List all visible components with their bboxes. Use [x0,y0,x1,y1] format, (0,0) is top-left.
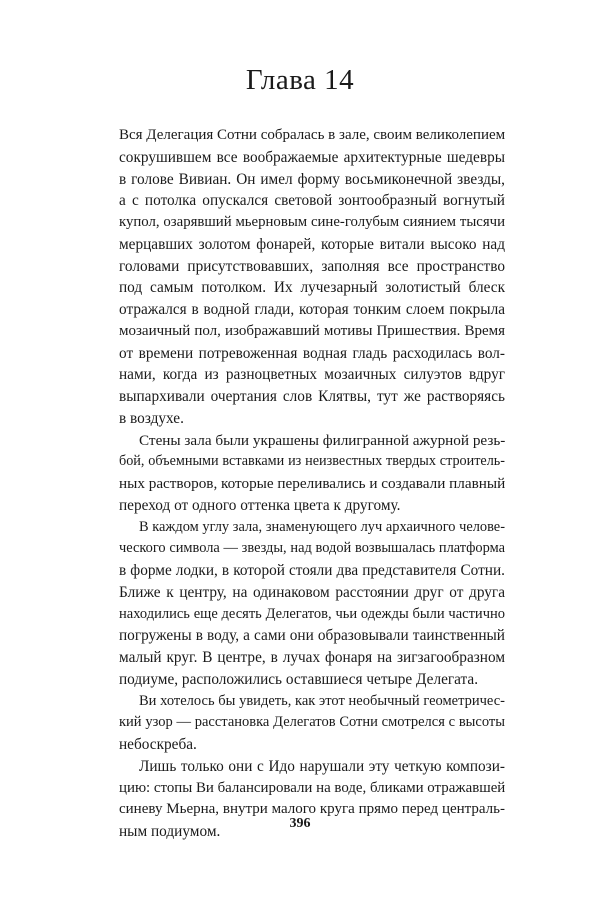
text-line: переход от одного оттенка цвета к другому. [119,496,401,514]
text-line: цию: стопы Ви балансировали на воде, бликами отражавшей [119,779,506,796]
text-line: ных растворов, которые переливались и создавали плавный [119,475,506,492]
text-line: Стены зала были украшены филигранной ажурной резь- [139,431,506,449]
text-line: нами, когда из разноцветных мозаичных силуэтов вдруг [119,366,505,384]
text-line: Лишь только они с Идо нарушали эту четкую компози- [139,757,505,775]
text-line: а с потолка опускался световой зонтообразный вогнутый [119,192,505,210]
text-line: в воздухе. [119,409,184,427]
text-line: кий узор — расстановка Делегатов Сотни смотрелся с высоты [119,714,505,731]
text-line: ческого символа — звезды, над водой возвышалась платформа [119,540,505,557]
text-line: сокрушившем все воображаемые архитектурные шедевры [119,148,505,166]
text-line: в голове Вивиан. Он имел форму восьмиконечной звезды, [119,170,505,188]
text-line: синеву Мьерна, внутри малого круга прямо перед централь- [119,801,505,818]
text-line: под самым потолком. Их лучезарный золотистый блеск [119,279,505,297]
text-line: погружены в воду, а сами они образовывали таинственный [119,627,505,645]
text-line: от времени потревоженная водная гладь расходилась вол- [119,344,505,362]
paragraph [119,430,505,517]
text-line: головами присутствовавших, заполняя все пространство [119,257,505,275]
paragraph [119,125,505,430]
text-line: мозаичный пол, изображавший мотивы Пришествия. Время [119,322,505,339]
text-line: небоскреба. [119,736,197,753]
text-line: в форме лодки, в которой стояли два представителя Сотни. [119,562,505,579]
text-line: Вся Делегация Сотни собралась в зале, своим великолепием [119,127,506,143]
body-text [119,125,505,843]
text-line: ным подиумом. [119,823,221,840]
chapter-title: Глава 14 [245,64,355,96]
text-line: подиуме, расположились оставшиеся четыре Делегата. [119,670,479,688]
text-line: Ближе к центру, на одинаковом расстоянии друг от друга [119,583,505,601]
text-line: выпархивали очертания слов Клятвы, тут же растворяясь [119,388,505,405]
text-line: находились еще десять Делегатов, чьи одежды были частично [119,605,505,622]
text-line: Ви хотелось бы увидеть, как этот необычный геометричес- [139,692,505,709]
paragraph [119,691,505,756]
text-line: В каждом углу зала, знаменующего луч архаичного челове- [139,518,505,535]
text-line: малый круг. В центре, в лучах фонаря на зигзагообразном [119,649,505,666]
text-line: отражался в водной глади, которая тонким слоем покрыла [119,301,505,318]
paragraph [119,517,505,691]
text-line: мерцавших золотом фонарей, которые витали высоко над [119,235,505,253]
text-line: бой, объемными вставками из неизвестных твердых строитель- [119,453,505,470]
page-number: 396 [289,816,311,831]
text-line: купол, озарявший мьерновым сине-голубым сиянием тысячи [119,214,505,230]
